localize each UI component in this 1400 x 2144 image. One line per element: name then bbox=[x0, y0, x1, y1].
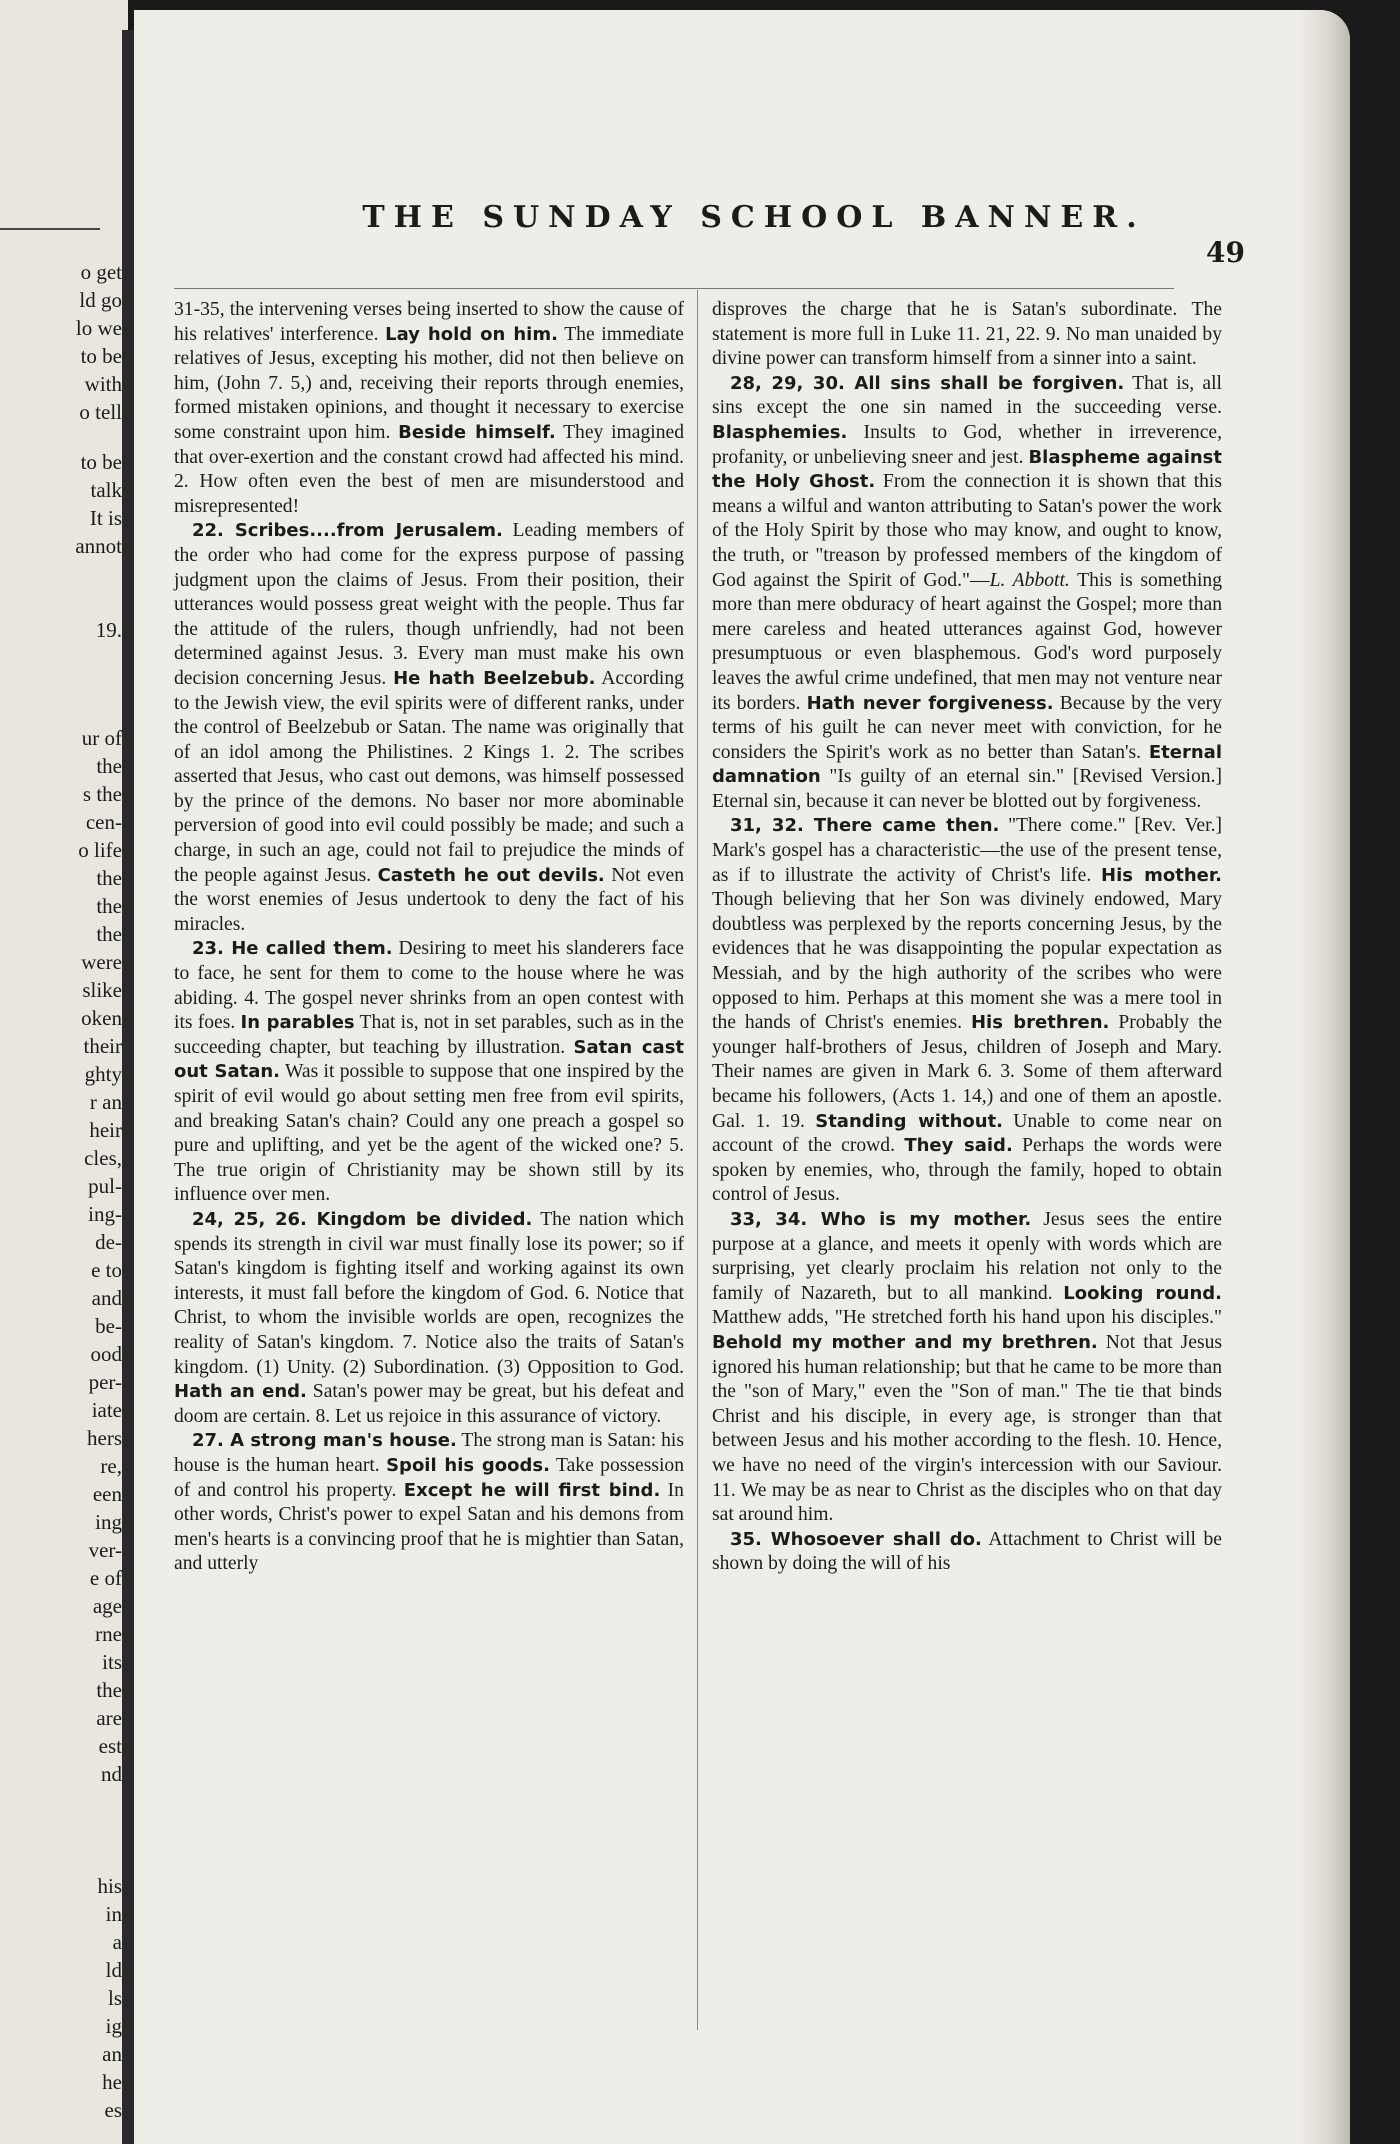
verse-heading: 31, 32. There came then. bbox=[730, 815, 1000, 837]
verse-heading: He hath Beelzebub. bbox=[393, 667, 596, 689]
previous-page-line: cles, bbox=[84, 1146, 122, 1170]
body-text: Attachment to Christ will be shown by doing the will of his bbox=[712, 1528, 1222, 1575]
previous-page-line: ghty bbox=[84, 1062, 122, 1086]
body-text: Though believing that her Son was divinely endowed, Mary doubtless was perplexed by the reports concerning Jesus, by the evidences that he was disappointing the popular expectation as Messiah, and by the high authority of the scribes who were opposed to him. Perhaps at this moment she was a mere tool in the hands of Christ's enemies. bbox=[712, 889, 1222, 1034]
previous-page-line: the bbox=[96, 894, 122, 918]
previous-page-line: in bbox=[105, 1902, 122, 1926]
previous-page-line: their bbox=[83, 1034, 122, 1058]
verse-heading: Behold my mother and my brethren. bbox=[712, 1331, 1098, 1353]
verse-heading: 27. A strong man's house. bbox=[192, 1430, 457, 1452]
previous-page-fragment bbox=[0, 0, 128, 2144]
previous-page-line: nd bbox=[101, 1762, 122, 1786]
previous-page-line: iate bbox=[91, 1398, 122, 1422]
paragraph bbox=[174, 298, 684, 519]
verse-heading: Blaspheme against the Holy Ghost. bbox=[712, 446, 1222, 493]
previous-page-line: are bbox=[96, 1706, 122, 1730]
previous-page-line: est bbox=[98, 1734, 122, 1758]
body-text: Desiring to meet his slanderers face to face, he sent for them to come to the house where he was abiding. 4. The gospel never shrinks from an open contest with its foes. bbox=[174, 938, 684, 1034]
paragraph bbox=[712, 1208, 1222, 1528]
body-text: Unable to come near on account of the crowd. bbox=[712, 1110, 1222, 1157]
verse-heading: 28, 29, 30. All sins shall be forgiven. bbox=[730, 372, 1125, 394]
previous-page-line: with bbox=[84, 372, 122, 396]
previous-page-line: een bbox=[92, 1482, 122, 1506]
previous-page-line: rne bbox=[95, 1622, 122, 1646]
previous-page-line: a bbox=[112, 1930, 122, 1954]
body-text: That is, all sins except the one sin named in the succeeding verse. bbox=[712, 372, 1222, 419]
left-column bbox=[174, 298, 684, 1577]
previous-page-line: re, bbox=[100, 1454, 122, 1478]
previous-page-rule bbox=[0, 228, 100, 230]
body-text: In other words, Christ's power to expel Satan and his demons from men's hearts is a convincing proof that he is mightier than Satan, and utterly bbox=[174, 1479, 684, 1575]
previous-page-line: es bbox=[104, 2098, 122, 2122]
previous-page-line: ur of bbox=[81, 726, 122, 750]
previous-page-line: s the bbox=[82, 782, 122, 806]
verse-heading: Eternal damnation bbox=[712, 741, 1222, 788]
verse-heading: 33, 34. Who is my mother. bbox=[730, 1208, 1032, 1230]
previous-page-line: heir bbox=[89, 1118, 122, 1142]
paragraph bbox=[712, 372, 1222, 815]
body-text: Jesus sees the entire purpose at a glance, and meets it openly with words which are surprising, yet clearly proclaim his relation not only to the family of Nazareth, but to all mankind. bbox=[712, 1208, 1222, 1304]
verse-heading: Hath never forgiveness. bbox=[806, 692, 1054, 714]
body-text: That is, not in set parables, such as in the succeeding chapter, but teaching by illustration. bbox=[174, 1012, 685, 1058]
body-text: Not that Jesus ignored his human relationship; but that he came to be more than the "son of Mary," even the "Son of man." The tie that binds Christ and his disciple, in every age, is stronger than that between Jesus and his mother according to the flesh. 10. Hence, we have no need of the virgin's intercession with our Saviour. 11. We may be as near to Christ as the disciples who on that day sat around him. bbox=[712, 1331, 1222, 1526]
body-text: Matthew adds, "He stretched forth his hand upon his disciples." bbox=[712, 1307, 1222, 1329]
previous-page-line: ing bbox=[95, 1510, 122, 1534]
body-text: Was it possible to suppose that one inspired by the spirit of evil would go about setting men free from evil spirits, and breaking Satan's chain? Could any one preach a gospel so pure and uplifting, and yet be the agent of the wicked one? 5. The true origin of Christianity may be shown still by its influence over men. bbox=[174, 1061, 684, 1206]
previous-page-line: the bbox=[96, 866, 122, 890]
book-gutter bbox=[122, 30, 134, 2144]
previous-page-line: 19. bbox=[95, 618, 122, 642]
body-text: According to the Jewish view, the evil spirits were of different ranks, under the control of Beelzebub or Satan. The name was originally that of an idol among the Philistines. 2 Kings 1. 2. The scribes asserted that Jesus, who cast out demons, was himself possessed by the prince of the demons. No baser nor more abominable perversion of good into evil could possibly be made; and such a charge, in such an age, could not fail to prejudice the minds of the people against Jesus. bbox=[174, 667, 684, 886]
previous-page-line: lo we bbox=[75, 316, 122, 340]
previous-page-line: r an bbox=[89, 1090, 122, 1114]
body-text: Probably the younger half-brothers of Jesus, children of Joseph and Mary. Their names are given in Mark 6. 3. Some of them afterward became his followers, (Acts 1. 14,) and one of them an apostle. Gal. 1. 19. bbox=[712, 1012, 1223, 1132]
verse-heading: Beside himself. bbox=[398, 421, 556, 443]
verse-heading: Casteth he out devils. bbox=[377, 864, 605, 886]
verse-heading: Looking round. bbox=[1063, 1282, 1223, 1304]
previous-page-line: hers bbox=[87, 1426, 122, 1450]
previous-page-line: pul- bbox=[88, 1174, 122, 1198]
page-number: 49 bbox=[1206, 236, 1245, 269]
previous-page-line: It is bbox=[89, 506, 122, 530]
body-text: They imagined that over-exertion and the constant crowd had affected his mind. 2. How often even the best of men are misunderstood and misrepresented! bbox=[174, 421, 684, 517]
previous-page-line: ld bbox=[105, 1958, 122, 1982]
running-header: THE SUNDAY SCHOOL BANNER. bbox=[362, 200, 1146, 235]
body-text: Because by the very terms of his guilt he can never meet with conviction, for he considers the Spirit's work as no better than Satan's. bbox=[712, 692, 1222, 763]
previous-page-line: ls bbox=[107, 1986, 122, 2010]
verse-heading: Spoil his goods. bbox=[386, 1454, 550, 1476]
verse-heading: They said. bbox=[904, 1135, 1013, 1157]
body-text: Insults to God, whether in irreverence, profanity, or unbelieving sneer and jest. bbox=[712, 421, 1222, 468]
previous-page-line: per- bbox=[88, 1370, 122, 1394]
page-edge bbox=[1300, 10, 1350, 2144]
paragraph bbox=[712, 814, 1222, 1208]
body-text: This is something more than mere obduracy of heart against the Gospel; more than mere careless and heated utterances against God, however presumptuous or even blasphemous. God's word purposely leaves the awful crime undefined, that men may not venture near its borders. bbox=[712, 569, 1222, 714]
body-text: Satan's power may be great, but his defeat and doom are certain. 8. Let us rejoice in this assurance of victory. bbox=[174, 1381, 685, 1427]
body-text: Perhaps the words were spoken by enemies, who, through the family, hoped to obtain control of Jesus. bbox=[712, 1135, 1222, 1206]
previous-page-line: ing- bbox=[88, 1202, 122, 1226]
verse-heading: Satan cast out Satan. bbox=[174, 1036, 685, 1083]
previous-page-line: o get bbox=[80, 260, 122, 284]
body-text: The immediate relatives of Jesus, excepting his mother, did not then believe on him, (John 7. 5,) and, receiving their reports through enemies, formed mistaken opinions, and thought it necessary to exercise some constraint upon him. bbox=[174, 323, 684, 443]
body-text: "There come." [Rev. Ver.] Mark's gospel has a characteristic—the use of the present tense, as if to illustrate the activity of Christ's life. bbox=[712, 815, 1222, 886]
previous-page-line: were bbox=[81, 950, 122, 974]
header-rule bbox=[174, 288, 1174, 289]
previous-page-line: age bbox=[92, 1594, 122, 1618]
previous-page-line: ld go bbox=[79, 288, 122, 312]
paragraph bbox=[174, 937, 684, 1208]
previous-page-line: ood bbox=[90, 1342, 122, 1366]
previous-page-line: o life bbox=[78, 838, 122, 862]
previous-page-line: de- bbox=[95, 1230, 122, 1254]
body-text: disproves the charge that he is Satan's subordinate. The statement is more full in Luke 11. 21, 22. 9. No man unaided by divine power can transform himself from a sinner into a saint. bbox=[712, 299, 1222, 370]
paragraph bbox=[174, 1429, 684, 1577]
paragraph bbox=[712, 298, 1222, 372]
right-column bbox=[712, 298, 1222, 1577]
previous-page-line: talk bbox=[90, 478, 122, 502]
verse-heading: 23. He called them. bbox=[192, 938, 393, 960]
verse-heading: In parables bbox=[240, 1012, 355, 1034]
body-text: The strong man is Satan: his house is the human heart. bbox=[174, 1430, 684, 1476]
previous-page-line: the bbox=[96, 922, 122, 946]
body-text: Leading members of the order who had come for the express purpose of passing judgment upon the claims of Jesus. From their position, their utterances would possess great weight with the people. Thus far the attitude of the rulers, though unfriendly, had not been determined against Jesus. 3. Every man must make his own decision concerning Jesus. bbox=[174, 520, 684, 689]
previous-page-line: oken bbox=[81, 1006, 122, 1030]
body-text: "Is guilty of an eternal sin." [Revised Version.] Eternal sin, because it can never be blotted out by forgiveness. bbox=[712, 766, 1222, 812]
previous-page-line: to be bbox=[80, 450, 122, 474]
body-text: From the connection it is shown that this means a wilful and wanton attributing to Satan's power the work of the Holy Spirit by those who may know, and ought to know, the truth, or "treason by professed members of the kingdom of God against the Spirit of God."— bbox=[712, 471, 1223, 591]
previous-page-line: e to bbox=[91, 1258, 122, 1282]
verse-heading: His mother. bbox=[1101, 864, 1222, 886]
previous-page-line: ver- bbox=[88, 1538, 122, 1562]
verse-heading: His brethren. bbox=[970, 1012, 1110, 1034]
paragraph bbox=[174, 519, 684, 937]
body-text: The nation which spends its strength in civil war must finally lose its power; so if Satan's kingdom is fighting itself and working against its own interests, it must fall before the kingdom of God. 6. Notice that Christ, to whom the invisible worlds are open, recognizes the reality of Satan's kingdom. 7. Notice also the traits of Satan's kingdom. (1) Unity. (2) Subordination. (3) Opposition to God. bbox=[174, 1208, 684, 1378]
previous-page-line: slike bbox=[82, 978, 122, 1002]
verse-heading: 24, 25, 26. Kingdom be divided. bbox=[192, 1208, 533, 1230]
previous-page-line: and bbox=[91, 1286, 122, 1310]
verse-heading: Standing without. bbox=[815, 1110, 1004, 1132]
body-text: Not even the worst enemies of Jesus undertook to deny the fact of his miracles. bbox=[174, 864, 684, 935]
verse-heading: Hath an end. bbox=[174, 1381, 307, 1403]
previous-page-line: its bbox=[102, 1650, 122, 1674]
previous-page-line: ig bbox=[105, 2014, 122, 2038]
verse-heading: Lay hold on him. bbox=[385, 323, 558, 345]
previous-page-line: cen- bbox=[85, 810, 122, 834]
citation: L. Abbott. bbox=[989, 569, 1070, 591]
verse-heading: 35. Whosoever shall do. bbox=[730, 1528, 982, 1550]
page bbox=[134, 10, 1350, 2144]
verse-heading: 22. Scribes....from Jerusalem. bbox=[192, 520, 503, 542]
previous-page-line: be- bbox=[95, 1314, 122, 1338]
body-text: 31-35, the intervening verses being inserted to show the cause of his relatives' interference. bbox=[174, 299, 684, 345]
column-divider bbox=[697, 290, 698, 2030]
paragraph bbox=[174, 1208, 684, 1429]
previous-page-line: to be bbox=[80, 344, 122, 368]
previous-page-line: the bbox=[96, 754, 122, 778]
verse-heading: Blasphemies. bbox=[712, 421, 848, 443]
verse-heading: Except he will first bind. bbox=[403, 1479, 661, 1501]
previous-page-line: o tell bbox=[79, 400, 122, 424]
previous-page-line: e of bbox=[89, 1566, 122, 1590]
body-text: Take possession of and control his property. bbox=[174, 1454, 684, 1501]
previous-page-line: he bbox=[102, 2070, 122, 2094]
paragraph bbox=[712, 1528, 1222, 1577]
previous-page-line: the bbox=[96, 1678, 122, 1702]
previous-page-line: his bbox=[97, 1874, 122, 1898]
previous-page-line: an bbox=[102, 2042, 122, 2066]
previous-page-line: annot bbox=[75, 534, 122, 558]
